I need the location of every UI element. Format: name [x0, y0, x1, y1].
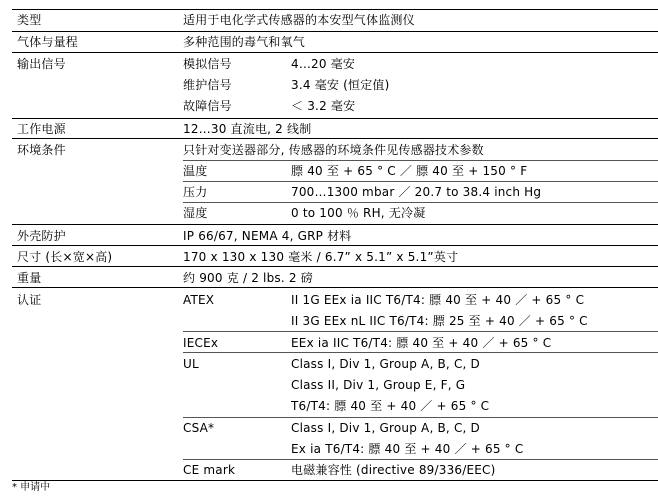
table-bottom-rule [12, 480, 658, 481]
cert-ul-value-1: Class I, Div 1, Group A, B, C, D [291, 357, 481, 371]
cert-ul-value-3: T6/T4: 膘 40 至 + 40 ／ + 65 ° C [291, 399, 490, 413]
cert-atex-label: ATEX [183, 293, 215, 307]
env-pressure-label: 压力 [183, 185, 208, 199]
environment-note: 只针对变送器部分, 传感器的环境条件见传感器技术参数 [183, 143, 484, 157]
category-environment: 环境条件 [17, 143, 66, 157]
category-certification: 认证 [17, 293, 42, 307]
sub-row-divider [183, 160, 658, 161]
row-divider [12, 31, 658, 32]
cert-atex-value-1: II 1G EEx ia IIC T6/T4: 膘 40 至 + 40 ／ + 65 ° C [291, 293, 585, 307]
row-divider [12, 287, 658, 288]
category-output-signal: 输出信号 [17, 57, 66, 71]
cert-csa-label: CSA* [183, 421, 215, 435]
enclosure-value: IP 66/67, NEMA 4, GRP 材料 [183, 229, 352, 243]
table-top-rule [12, 9, 658, 10]
output-analog-label: 模拟信号 [183, 57, 232, 71]
sub-row-divider [183, 331, 658, 332]
env-humidity-label: 湿度 [183, 206, 208, 220]
cert-iecex-value: EEx ia IIC T6/T4: 膘 40 至 + 40 ／ + 65 ° C [291, 336, 552, 350]
gas-range-value: 多种范围的毒气和氧气 [183, 35, 306, 49]
env-humidity-value: 0 to 100 ％ RH, 无冷凝 [291, 206, 426, 220]
row-divider [12, 224, 658, 225]
output-maintenance-value: 3.4 毫安 (恒定值) [291, 78, 390, 92]
category-enclosure: 外壳防护 [17, 229, 66, 243]
category-type: 类型 [17, 13, 42, 27]
sub-row-divider [183, 202, 658, 203]
sub-row-divider [183, 417, 658, 418]
footnote: * 申请中 [12, 482, 51, 493]
cert-ce-value: 电磁兼容性 (directive 89/336/EEC) [291, 463, 496, 477]
row-divider [12, 138, 658, 139]
category-power-supply: 工作电源 [17, 122, 66, 136]
category-weight: 重量 [17, 271, 42, 285]
type-value: 适用于电化学式传感器的本安型气体监测仪 [183, 13, 415, 27]
cert-csa-value-1: Class I, Div 1, Group A, B, C, D [291, 421, 481, 435]
cert-iecex-label: IECEx [183, 336, 219, 350]
output-fault-value: ＜ 3.2 毫安 [291, 99, 356, 113]
weight-value: 约 900 克 / 2 lbs. 2 磅 [183, 271, 313, 285]
sub-row-divider [183, 352, 658, 353]
cert-ul-value-2: Class II, Div 1, Group E, F, G [291, 378, 466, 392]
cert-ce-label: CE mark [183, 463, 236, 477]
output-maintenance-label: 维护信号 [183, 78, 232, 92]
power-supply-value: 12…30 直流电, 2 线制 [183, 122, 312, 136]
row-divider [12, 118, 658, 119]
env-pressure-value: 700…1300 mbar ／ 20.7 to 38.4 inch Hg [291, 185, 542, 199]
dimensions-value: 170 x 130 x 130 毫米 / 6.7” x 5.1” x 5.1”英寸 [183, 250, 459, 264]
output-fault-label: 故障信号 [183, 99, 232, 113]
output-analog-value: 4…20 毫安 [291, 57, 356, 71]
category-dimensions: 尺寸 (长×宽×高) [17, 250, 113, 264]
cert-atex-value-2: II 3G EEx nL IIC T6/T4: 膘 25 至 + 40 ／ + 65 ° C [291, 314, 588, 328]
row-divider [12, 266, 658, 267]
cert-csa-value-2: Ex ia T6/T4: 膘 40 至 + 40 ／ + 65 ° C [291, 442, 524, 456]
sub-row-divider [183, 459, 658, 460]
row-divider [12, 245, 658, 246]
env-temperature-value: 膘 40 至 + 65 ° C ／ 膘 40 至 + 150 ° F [291, 164, 528, 178]
sub-row-divider [183, 181, 658, 182]
row-divider [12, 52, 658, 53]
category-gas-range: 气体与量程 [17, 35, 79, 49]
cert-ul-label: UL [183, 357, 199, 371]
env-temperature-label: 温度 [183, 164, 208, 178]
